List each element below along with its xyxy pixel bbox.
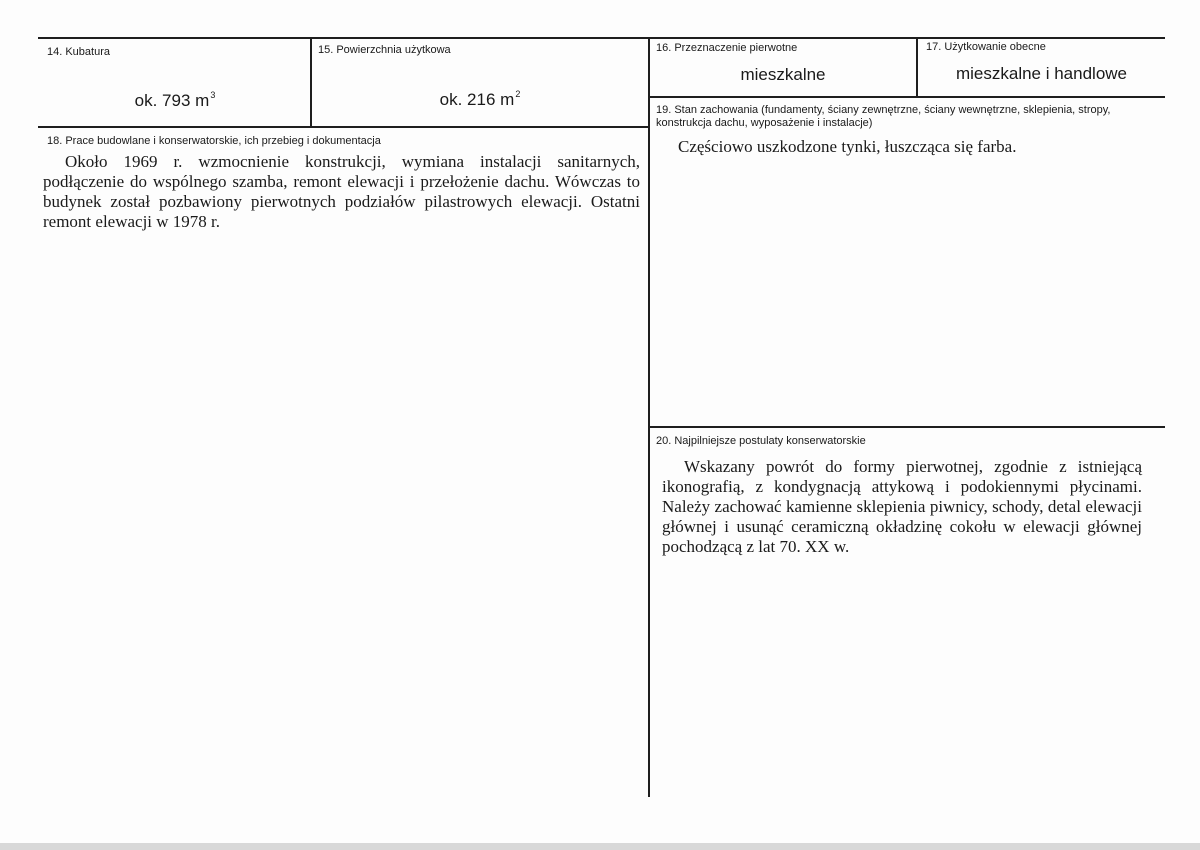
field-16-label: 16. Przeznaczenie pierwotne [656, 42, 798, 54]
field-19-label: 19. Stan zachowania (fundamenty, ściany zewnętrzne, ściany wewnętrzne, sklepienia, stropy, konstrukcja dachu, wyposażenie i instalacje) [656, 104, 1111, 129]
field-15-label: 15. Powierzchnia użytkowa [318, 44, 451, 56]
field-15-value [312, 89, 648, 110]
field-16-value: mieszkalne [740, 65, 826, 84]
field-15-value-text: ok. 216 m [439, 90, 515, 109]
field-14-value-text: ok. 793 m [134, 91, 210, 110]
field-19-text: Częściowo uszkodzone tynki, łuszcząca się farba. [678, 137, 1017, 156]
scan-bottom-edge [0, 843, 1200, 850]
field-20-text: Wskazany powrót do formy pierwotnej, zgodnie z istniejącą ikonografią, z kondygnacją attykową i podokiennymi płycinami. Należy zachować kamienne sklepienia piwnicy, schody, detal elewacji głównej i usunąć ceramiczną okładzinę cokołu w elewacji głównej pochodzącą z lat 70. XX w. [662, 457, 1142, 556]
field-14-label: 14. Kubatura [47, 46, 110, 58]
right-top-bottom-rule [648, 96, 1165, 98]
field-18-label: 18. Prace budowlane i konserwatorskie, ich przebieg i dokumentacja [47, 135, 381, 147]
left-column-divider-top [310, 37, 312, 127]
field-20-label: 20. Najpilniejsze postulaty konserwatorskie [656, 435, 866, 447]
field-14-unit-exponent: 3 [210, 90, 216, 100]
field-17-value: mieszkalne i handlowe [955, 64, 1128, 83]
right-middle-rule [648, 426, 1165, 428]
top-rule [38, 37, 1165, 39]
field-18-text: Około 1969 r. wzmocnienie konstrukcji, wymiana instalacji sanitarnych, podłączenie do wspólnego szamba, remont elewacji i przełożenie dachu. Wówczas to budynek został pozbawiony pierwotnych podziałów pilastrowych elewacji. Ostatni remont elewacji w 1978 r. [43, 152, 640, 231]
left-top-bottom-rule [38, 126, 649, 128]
field-14-value [40, 90, 310, 111]
field-17-label: 17. Użytkowanie obecne [926, 41, 1046, 53]
center-divider [648, 37, 650, 797]
field-15-unit-exponent: 2 [515, 89, 521, 99]
